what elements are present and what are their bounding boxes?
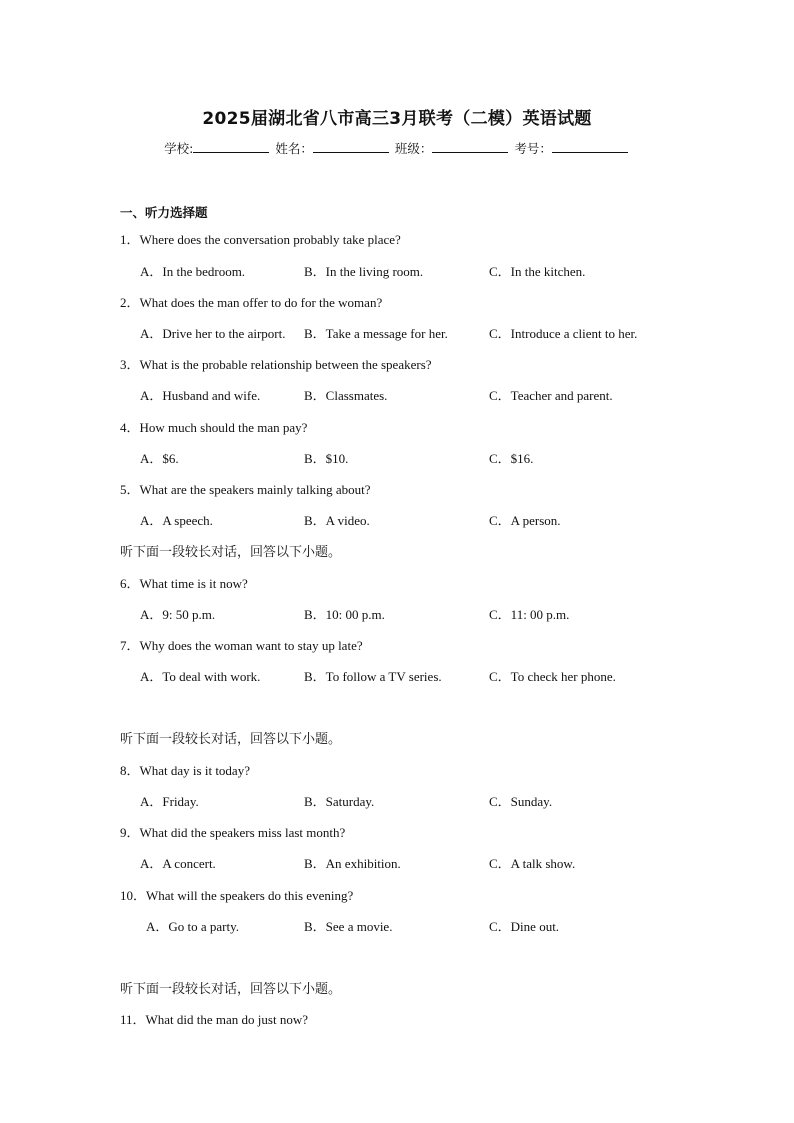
- option-c: C．In the kitchen.: [489, 264, 586, 279]
- option-c: C．Sunday.: [489, 794, 553, 809]
- question-9: 9．What did the speakers miss last month?: [120, 825, 346, 840]
- option-b: B．An exhibition.: [304, 856, 401, 871]
- option-c: C．Dine out.: [489, 919, 560, 934]
- question-8: 8．What day is it today?: [120, 763, 250, 778]
- option-a: A．In the bedroom.: [140, 264, 246, 279]
- option-a: A．To deal with work.: [140, 669, 261, 684]
- listening-note: 听下面一段较长对话，回答以下小题。: [120, 982, 342, 997]
- option-a: A．Friday.: [140, 794, 199, 809]
- option-b: B．See a movie.: [304, 919, 393, 934]
- option-b: B．10: 00 p.m.: [304, 607, 385, 622]
- option-b: B．Take a message for her.: [304, 326, 448, 341]
- student-info-line: [0, 139, 794, 157]
- class-blank: [432, 140, 508, 153]
- listening-note: 听下面一段较长对话，回答以下小题。: [120, 732, 342, 747]
- listening-note: 听下面一段较长对话，回答以下小题。: [120, 545, 342, 560]
- option-a: A．Husband and wife.: [140, 388, 261, 403]
- question-3: 3．What is the probable relationship between the speakers?: [120, 357, 432, 372]
- name-blank: [313, 140, 389, 153]
- option-a: A．$6.: [140, 451, 179, 466]
- name-label: 姓名：: [275, 141, 313, 156]
- question-6: 6．What time is it now?: [120, 576, 248, 591]
- school-blank: [193, 140, 269, 153]
- option-c: C．To check her phone.: [489, 669, 616, 684]
- school-label: 学校:: [164, 141, 194, 156]
- option-c: C．Teacher and parent.: [489, 388, 613, 403]
- question-2: 2．What does the man offer to do for the woman?: [120, 295, 383, 310]
- question-5: 5．What are the speakers mainly talking about?: [120, 482, 371, 497]
- option-b: B．$10.: [304, 451, 349, 466]
- option-b: B．To follow a TV series.: [304, 669, 442, 684]
- option-a: A．Drive her to the airport.: [140, 326, 286, 341]
- question-1: 1．Where does the conversation probably take place?: [120, 232, 401, 247]
- option-a: A．A concert.: [140, 856, 216, 871]
- option-c: C．Introduce a client to her.: [489, 326, 638, 341]
- option-a: A．A speech.: [140, 513, 213, 528]
- option-b: B．A video.: [304, 513, 370, 528]
- question-11: 11．What did the man do just now?: [120, 1012, 308, 1027]
- option-c: C．11: 00 p.m.: [489, 607, 570, 622]
- option-b: B．Saturday.: [304, 794, 375, 809]
- option-c: C．$16.: [489, 451, 534, 466]
- class-label: 班级：: [394, 141, 433, 156]
- question-4: 4．How much should the man pay?: [120, 420, 308, 435]
- option-a: A．9: 50 p.m.: [140, 607, 216, 622]
- section-heading: 一、听力选择题: [120, 205, 208, 220]
- option-c: C．A talk show.: [489, 856, 576, 871]
- question-7: 7．Why does the woman want to stay up late?: [120, 638, 363, 653]
- exam-no-label: 考号：: [514, 141, 552, 156]
- option-a: A．Go to a party.: [146, 919, 240, 934]
- option-b: B．In the living room.: [304, 264, 424, 279]
- page-title: 2025届湖北省八市高三3月联考（二模）英语试题: [202, 109, 592, 129]
- question-10: 10．What will the speakers do this evening?: [120, 888, 354, 903]
- exam-no-blank: [552, 140, 628, 153]
- option-c: C．A person.: [489, 513, 561, 528]
- option-b: B．Classmates.: [304, 388, 388, 403]
